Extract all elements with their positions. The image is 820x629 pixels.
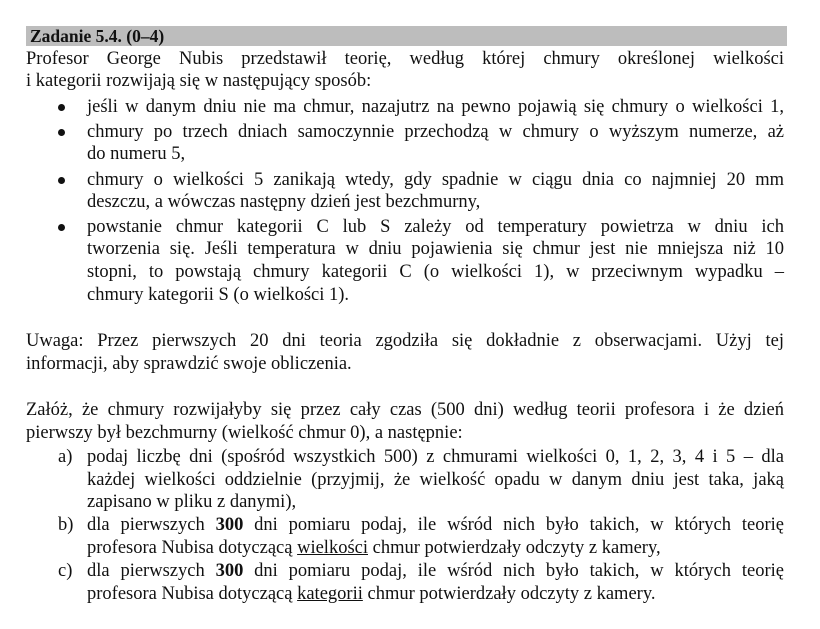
bullet-2-line-2: do numeru 5, (87, 144, 186, 164)
question-a-line-3: zapisano w pliku z danymi), (87, 492, 297, 512)
bullet-4-line-3: stopni, to powstają chmury kategorii C (o wielkości 1), w przeciwnym wypadku – (87, 262, 784, 282)
bullet-dot (58, 121, 68, 131)
bullet-4-line-1: powstanie chmur kategorii C lub S zależy od temperatury powietrza w dniu ich (87, 217, 784, 237)
bullet-dot (58, 96, 68, 106)
bullet-3-line-1: chmury o wielkości 5 zanikają wtedy, gdy spadnie w ciągu dnia co najmniej 20 mm (87, 170, 784, 190)
question-a-marker: a) (58, 447, 73, 467)
question-c-pre: dla pierwszych (87, 561, 216, 581)
question-c-days: 300 (215, 561, 244, 581)
question-b-marker: b) (58, 515, 74, 535)
question-b-post: dni pomiaru podaj, ile wśród nich było takich, w których teorię (243, 515, 784, 535)
question-b-line-2 (87, 537, 661, 559)
question-b-pre: dla pierwszych (87, 515, 216, 535)
question-c-line2-pre: profesora Nubisa dotyczącą (87, 584, 298, 604)
bullet-1-line-1: jeśli w danym dniu nie ma chmur, nazajutrz na pewno pojawią się chmury o wielkości 1, (87, 97, 784, 117)
question-c-post: dni pomiaru podaj, ile wśród nich było takich, w których teorię (243, 561, 784, 581)
bullet-3-line-2: deszczu, a wówczas następny dzień jest bezchmurny, (87, 192, 481, 212)
intro-line-1: Profesor George Nubis przedstawił teorię, według której chmury określonej wielkości (26, 49, 784, 69)
assume-line-1: Załóż, że chmury rozwijałyby się przez cały czas (500 dni) według teorii profesora i że dzień (26, 400, 784, 420)
note-line-2: informacji, aby sprawdzić swoje obliczenia. (26, 354, 352, 374)
bullet-dot (58, 216, 68, 226)
question-c-line-2 (87, 583, 656, 605)
question-b-line2-post: chmur potwierdzały odczyty z kamery, (368, 538, 661, 558)
note-line-1: Uwaga: Przez pierwszych 20 dni teoria zgodziła się dokładnie z obserwacjami. Użyj tej (26, 331, 784, 351)
question-a-line-1: podaj liczbę dni (spośród wszystkich 500) z chmurami wielkości 0, 1, 2, 3, 4 i 5 – dla (87, 447, 784, 467)
question-b-days: 300 (215, 515, 244, 535)
question-b-line2-pre: profesora Nubisa dotyczącą (87, 538, 298, 558)
question-b-line-1 (87, 514, 784, 536)
question-b-underlined: wielkości (297, 538, 368, 558)
bullet-2-line-1: chmury po trzech dniach samoczynnie przechodzą w chmury o wyższym numerze, aż (87, 122, 784, 142)
assume-line-2: pierwszy był bezchmurny (wielkość chmur 0), a następnie: (26, 423, 463, 443)
intro-line-2: i kategorii rozwijają się w następujący sposób: (26, 71, 372, 91)
bullet-4-line-4: chmury kategorii S (o wielkości 1). (87, 285, 350, 305)
bullet-dot (58, 169, 68, 179)
question-c-marker: c) (58, 561, 73, 581)
question-c-underlined: kategorii (297, 584, 363, 604)
question-c-line2-post: chmur potwierdzały odczyty z kamery. (362, 584, 656, 604)
bullet-4-line-2: tworzenia się. Jeśli temperatura w dniu pojawienia się chmur jest nie mniejsza niż 10 (87, 239, 784, 259)
task-header (26, 26, 787, 46)
task-title: Zadanie 5.4. (0–4) (30, 26, 165, 46)
question-c-line-1 (87, 560, 784, 582)
question-a-line-2: każdej wielkości oddzielnie (przyjmij, że wielkość opadu w danym dniu jest taka, jaką (87, 470, 784, 490)
